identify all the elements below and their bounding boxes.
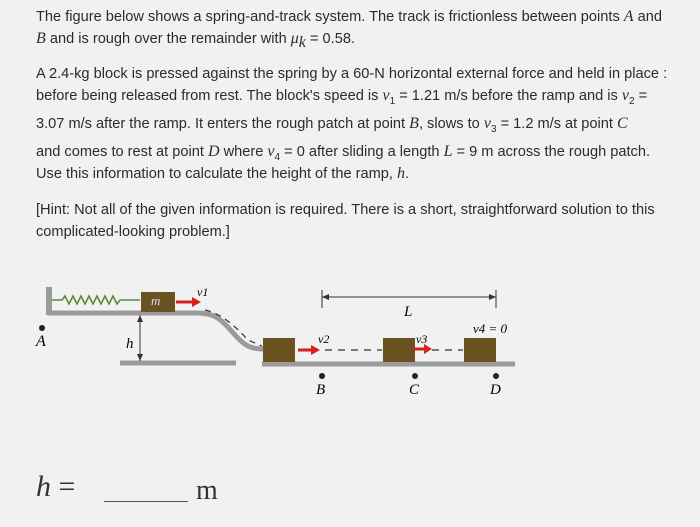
point-D-dot — [493, 373, 499, 379]
label-v3: v3 — [416, 332, 428, 346]
label-v2: v2 — [318, 332, 330, 346]
spring-track-figure — [0, 270, 560, 405]
point-A-dot — [39, 325, 45, 331]
point-B-dot — [319, 373, 325, 379]
answer-input[interactable] — [104, 501, 188, 502]
label-C: C — [409, 382, 420, 398]
label-m: m — [151, 293, 161, 308]
L-arrow-right — [489, 294, 496, 300]
spring — [52, 296, 140, 304]
hint-paragraph: [Hint: Not all of the given information is required. There is a short, straightforward solution to this complicated-looking problem.] — [36, 202, 655, 240]
label-L: L — [404, 304, 413, 320]
block-v2 — [263, 338, 295, 362]
ramp — [196, 313, 265, 349]
answer-label: h = — [36, 470, 76, 503]
label-h: h — [126, 336, 134, 352]
intro-paragraph: The figure below shows a spring-and-track system. The track is frictionless between points A and B and is rough over the remainder with $\mu_k = 0.58$. — [36, 8, 662, 51]
point-C-dot — [412, 373, 418, 379]
L-arrow-left — [322, 294, 329, 300]
question-paragraph: Use this information to calculate the height of the ramp, h. — [36, 165, 410, 182]
v2-arrowhead — [311, 345, 320, 355]
block-v3 — [383, 338, 415, 362]
label-v4: v4 = 0 — [473, 321, 508, 336]
label-A: A — [36, 333, 46, 350]
label-D: D — [490, 382, 501, 398]
answer-unit: m — [196, 475, 218, 506]
block-v4 — [464, 338, 496, 362]
label-B: B — [316, 382, 326, 398]
wall — [46, 287, 52, 315]
given-values-paragraph: A 2.4-kg block is pressed against the spring by a 60-N horizontal external force and held in place : before being released from rest. The block's speed is $v_1 = 1.21$ m/s before the ramp and is $v_2$ = 3.07 m/s after the ramp. It enters the rough patch at point B, slows to $v_3 = 1.2$ m/s at point C and comes to rest at point D where $v_4 = 0$ after sliding a length L = 9 m across the rough patch. — [36, 66, 668, 163]
h-arrow-down — [137, 354, 143, 361]
h-arrow-up — [137, 315, 143, 322]
label-v1: v1 — [197, 285, 209, 299]
